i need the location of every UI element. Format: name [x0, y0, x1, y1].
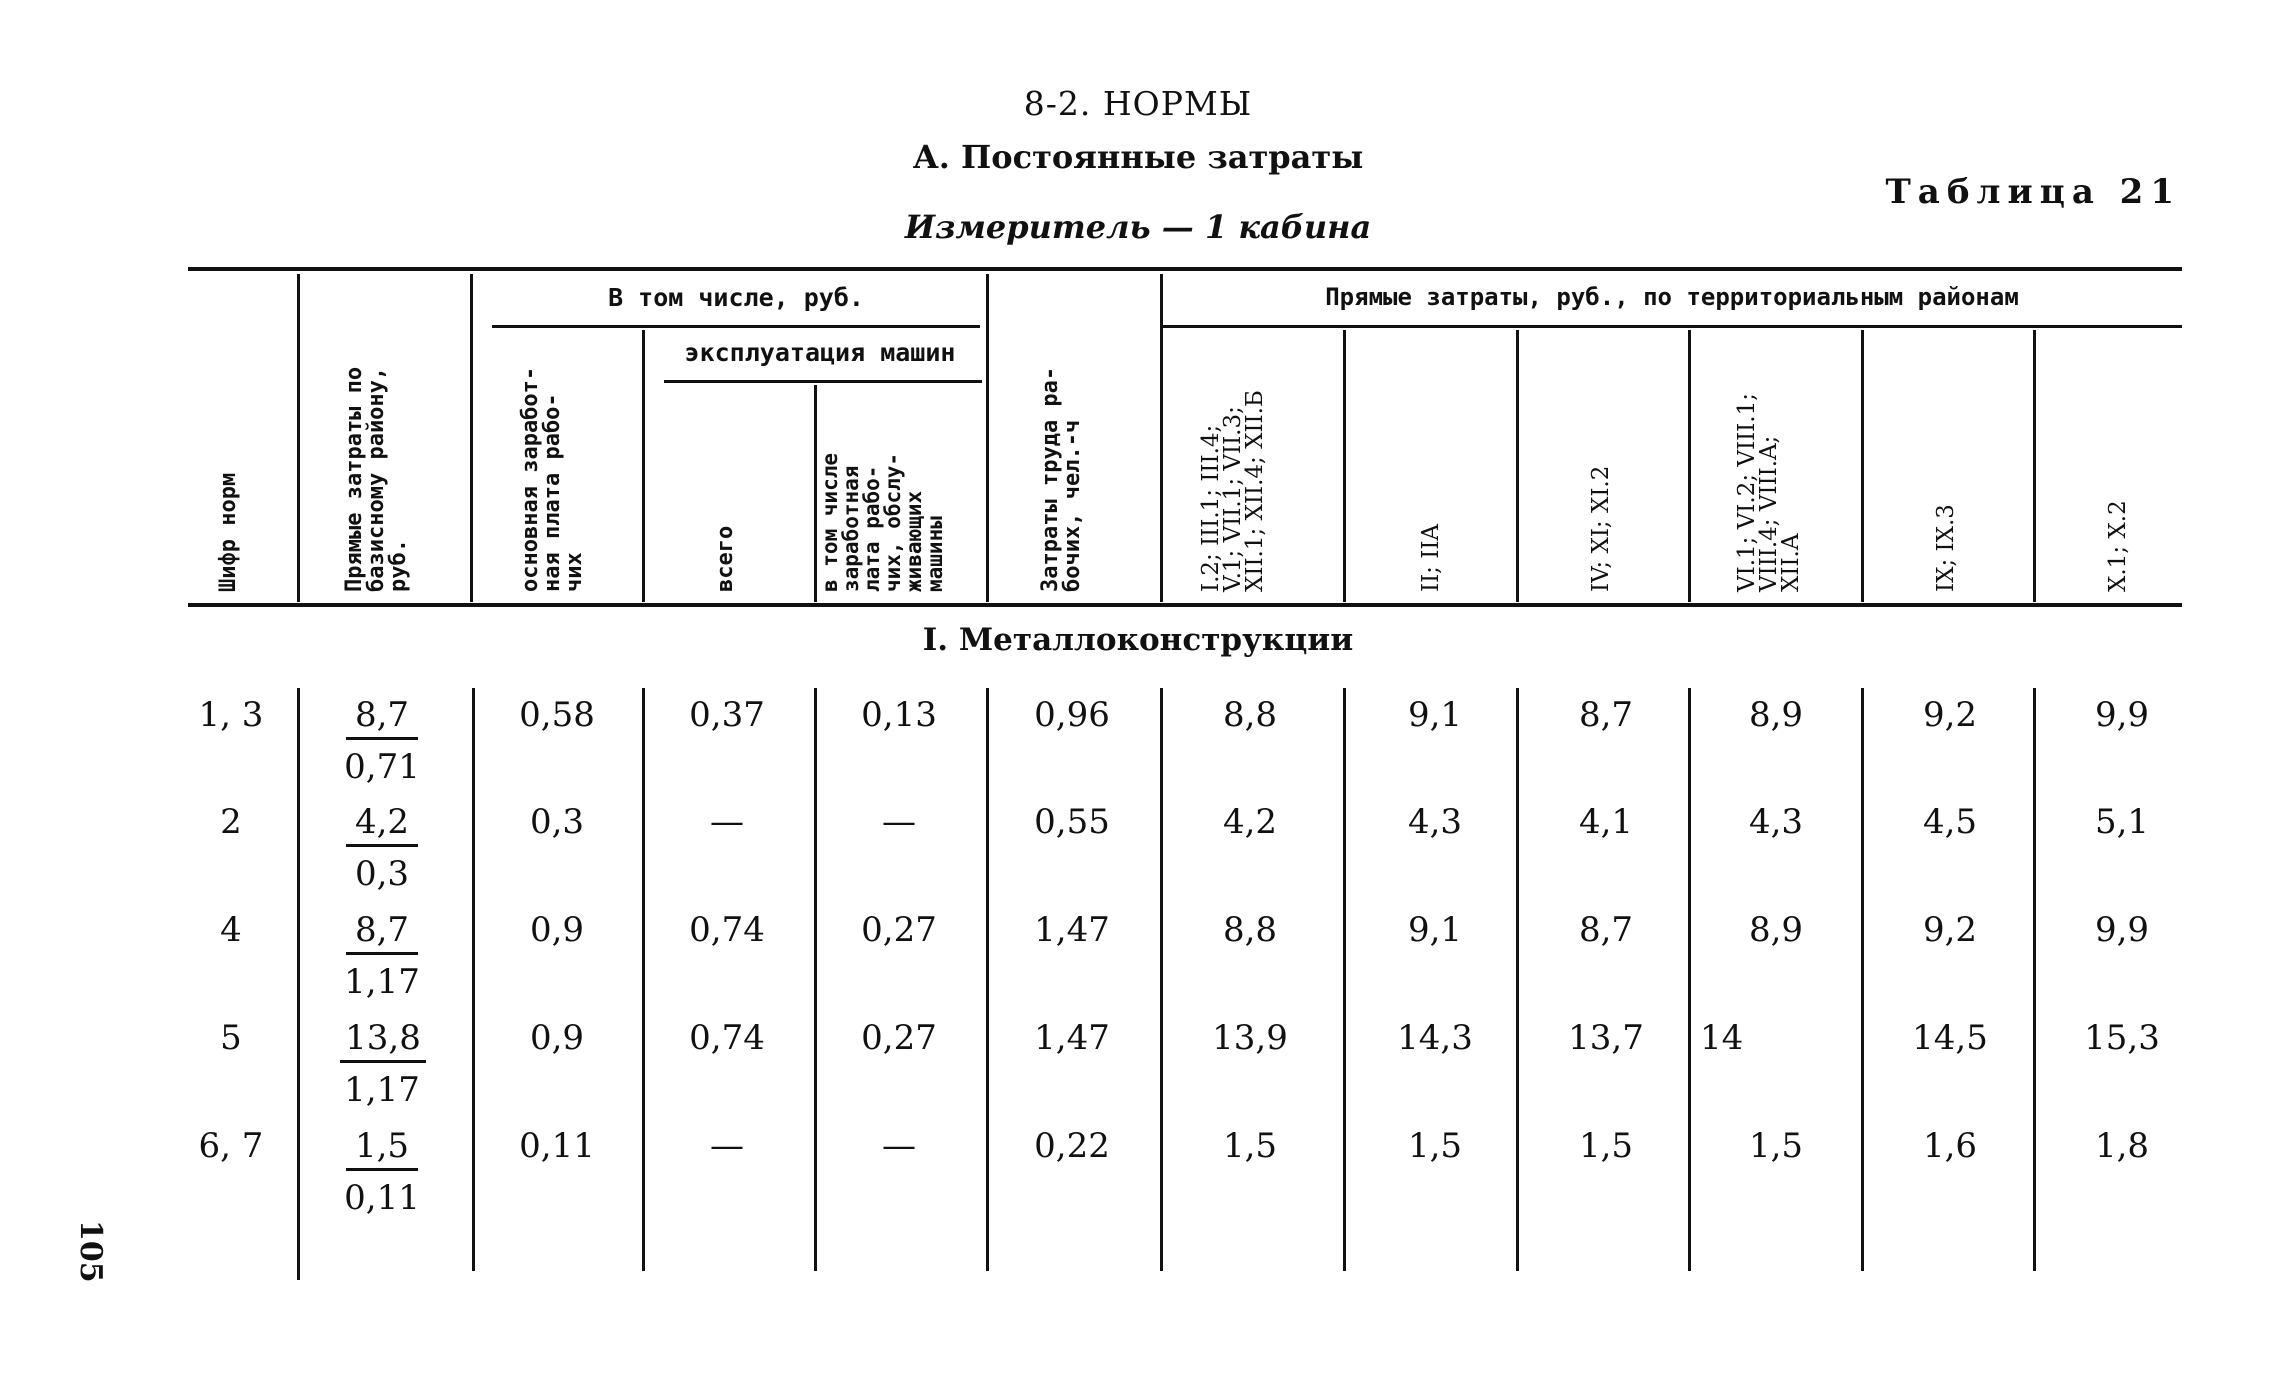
cell-base-top: 4,2: [346, 802, 418, 847]
cell-region-2: 4,3: [1407, 802, 1463, 842]
cell-region-5: 9,2: [1922, 695, 1978, 735]
cell-wages: 0,3: [529, 802, 585, 842]
cell-region-5: 4,5: [1922, 802, 1978, 842]
regions-group-header: Прямые затраты, руб., по территориальным районам: [1325, 283, 2019, 311]
cell-machines-wages: —: [882, 802, 916, 842]
including-group-rule: [492, 325, 980, 328]
table-label: Таблица 21: [1885, 172, 2181, 212]
cell-code: 1, 3: [198, 695, 264, 735]
col-divider: [814, 385, 817, 602]
col-divider: [1516, 330, 1519, 602]
header-wages: основная заработ- ная плата рабо- чих: [518, 366, 587, 592]
cell-wages: 0,11: [519, 1126, 595, 1166]
cell-region-6: 9,9: [2094, 695, 2150, 735]
header-labor: Затраты труда ра- бочих, чел.-ч: [1038, 366, 1085, 592]
header-bottom-rule: [188, 603, 2182, 607]
col-divider: [2033, 330, 2036, 602]
cell-region-6: 15,3: [2084, 1018, 2160, 1058]
cell-machines-wages: 0,27: [861, 910, 937, 950]
cell-machines-wages: 0,27: [861, 1018, 937, 1058]
regions-group-rule: [1162, 325, 2182, 328]
cell-region-2: 14,3: [1397, 1018, 1473, 1058]
cell-base-bottom: 1,17: [344, 1070, 420, 1110]
cell-region-2: 9,1: [1407, 695, 1463, 735]
cell-labor: 1,47: [1034, 1018, 1110, 1058]
body-col-divider: [472, 688, 475, 1271]
cell-code: 4: [220, 910, 242, 950]
header-region-1: I.2; III.1; III.4; V.1; VII.1; VII.3; XII.1; XII.4; XII.Б: [1198, 390, 1268, 592]
cell-region-1: 8,8: [1222, 910, 1278, 950]
header-region-5: IX; IX.3: [1933, 504, 1959, 592]
cell-base-top: 13,8: [340, 1018, 426, 1063]
cell-base-bottom: 0,3: [354, 854, 410, 894]
machines-group-header: эксплуатация машин: [684, 338, 956, 367]
body-col-divider: [2033, 688, 2036, 1271]
cell-region-2: 1,5: [1407, 1126, 1463, 1166]
document-heading: 8-2. НОРМЫ: [1023, 84, 1253, 123]
cell-machines-total: —: [710, 1126, 744, 1166]
cell-region-3: 8,7: [1578, 695, 1634, 735]
cell-region-5: 9,2: [1922, 910, 1978, 950]
table-top-rule: [188, 267, 2182, 271]
body-col-divider: [1343, 688, 1346, 1271]
header-region-2: II; IIA: [1418, 523, 1444, 592]
col-divider: [297, 274, 300, 602]
header-machines-total: всего: [713, 525, 738, 592]
cell-region-1: 4,2: [1222, 802, 1278, 842]
cell-labor: 0,96: [1034, 695, 1110, 735]
machines-group-rule: [664, 380, 982, 383]
cell-code: 6, 7: [198, 1126, 264, 1166]
cell-labor: 1,47: [1034, 910, 1110, 950]
cell-code: 5: [220, 1018, 242, 1058]
body-col-divider: [1688, 688, 1691, 1271]
cell-region-6: 5,1: [2094, 802, 2150, 842]
cell-region-5: 1,6: [1922, 1126, 1978, 1166]
col-divider: [642, 330, 645, 602]
header-region-6: X.1; X.2: [2105, 500, 2131, 592]
cell-region-1: 8,8: [1222, 695, 1278, 735]
document-subheading: А. Постоянные затраты: [912, 138, 1364, 176]
cell-wages: 0,9: [529, 910, 585, 950]
col-divider: [470, 274, 473, 602]
header-region-3: IV; XI; XI.2: [1588, 465, 1614, 592]
header-machines-wages: в том числе заработная лата рабо- чих, обслу- живающих машины: [818, 452, 947, 592]
cell-region-6: 1,8: [2094, 1126, 2150, 1166]
cell-region-4: 8,9: [1748, 910, 1804, 950]
cell-wages: 0,9: [529, 1018, 585, 1058]
header-region-4: VI.1; VI.2; VIII.1; VIII.4; VIII.A; XII.A: [1734, 393, 1804, 592]
cell-region-2: 9,1: [1407, 910, 1463, 950]
col-divider: [986, 274, 989, 602]
cell-region-3: 4,1: [1578, 802, 1634, 842]
including-group-header: В том числе, руб.: [608, 283, 864, 312]
cell-region-4: 1,5: [1748, 1126, 1804, 1166]
cell-base-bottom: 0,71: [344, 747, 420, 787]
cell-base-top: 8,7: [346, 910, 418, 955]
cell-region-4: 4,3: [1748, 802, 1804, 842]
body-col-divider: [986, 688, 989, 1271]
cell-region-3: 1,5: [1578, 1126, 1634, 1166]
body-col-divider: [1516, 688, 1519, 1271]
cell-region-4: 14: [1700, 1018, 1744, 1058]
cell-machines-wages: —: [882, 1126, 916, 1166]
cell-region-3: 8,7: [1578, 910, 1634, 950]
section-title: I. Металлоконструкции: [922, 622, 1354, 658]
cell-region-1: 1,5: [1222, 1126, 1278, 1166]
cell-base-bottom: 1,17: [344, 962, 420, 1002]
col-divider: [1343, 330, 1346, 602]
header-code: Шифр норм: [216, 472, 241, 592]
cell-region-4: 8,9: [1748, 695, 1804, 735]
cell-machines-total: 0,74: [689, 910, 765, 950]
cell-labor: 0,22: [1034, 1126, 1110, 1166]
cell-machines-total: 0,37: [689, 695, 765, 735]
cell-code: 2: [220, 802, 242, 842]
body-col-divider: [642, 688, 645, 1271]
page-number: 105: [73, 1220, 108, 1283]
cell-base-top: 8,7: [346, 695, 418, 740]
cell-region-1: 13,9: [1212, 1018, 1288, 1058]
cell-base-top: 1,5: [346, 1126, 418, 1171]
cell-machines-total: 0,74: [689, 1018, 765, 1058]
header-direct-base: Прямые затраты по базисному району, руб.: [342, 366, 411, 592]
cell-wages: 0,58: [519, 695, 595, 735]
body-col-divider: [1861, 688, 1864, 1271]
col-divider: [1160, 274, 1163, 602]
cell-region-5: 14,5: [1912, 1018, 1988, 1058]
cell-machines-wages: 0,13: [861, 695, 937, 735]
meter-caption: Измеритель — 1 кабина: [904, 208, 1372, 246]
cell-region-3: 13,7: [1568, 1018, 1644, 1058]
col-divider: [1688, 330, 1691, 602]
cell-base-bottom: 0,11: [344, 1178, 420, 1218]
col-divider: [1861, 330, 1864, 602]
cell-labor: 0,55: [1034, 802, 1110, 842]
body-col-divider: [814, 688, 817, 1271]
body-col-divider: [297, 688, 300, 1280]
body-col-divider: [1160, 688, 1163, 1271]
cell-region-6: 9,9: [2094, 910, 2150, 950]
cell-machines-total: —: [710, 802, 744, 842]
